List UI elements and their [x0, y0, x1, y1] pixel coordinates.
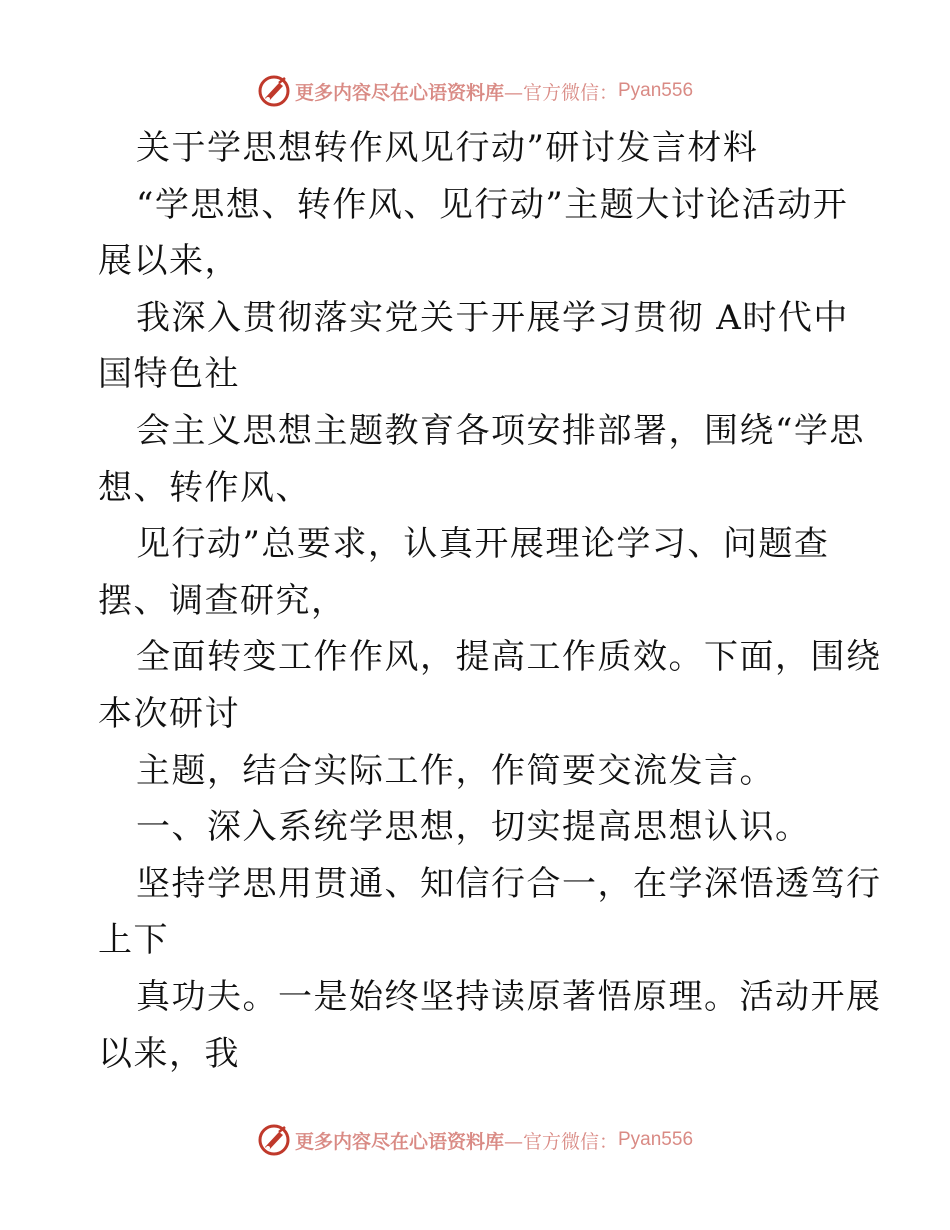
quill-logo-icon — [257, 74, 291, 108]
banner-wechat-label: —官方微信： — [503, 81, 618, 104]
quill-logo-icon — [257, 1123, 291, 1157]
document-body — [98, 120, 882, 1082]
section-heading: 一、深入系统学思想，切实提高思想认识。 — [136, 807, 811, 848]
paragraph-line: 展以来， — [98, 241, 240, 282]
banner-wechat-label: —官方微信： — [503, 1130, 618, 1153]
paragraph-line: 本次研讨 — [98, 693, 240, 734]
footer-banner — [0, 1120, 950, 1160]
paragraph-line: 会主义思想主题教育各项安排部署，围绕“学思 — [136, 410, 865, 451]
paragraph-line: 坚持学思用贯通、知信行合一，在学深悟透笃行 — [136, 863, 882, 904]
paragraph-line: 以来，我 — [98, 1033, 240, 1074]
paragraph-line: 主题，结合实际工作，作简要交流发言。 — [136, 750, 775, 791]
paragraph-line: 想、转作风、 — [98, 467, 311, 508]
paragraph-line: 国特色社 — [98, 354, 240, 395]
document-title: 关于学思想转作风见行动”研讨发言材料 — [136, 128, 759, 168]
header-banner — [0, 71, 950, 111]
banner-wechat-id: Pyan556 — [618, 80, 694, 101]
banner-site-name: 更多内容尽在心语资料库 — [294, 1130, 504, 1153]
banner-wechat-id: Pyan556 — [618, 1129, 694, 1150]
paragraph-line: 全面转变工作作风，提高工作质效。下面，围绕 — [136, 637, 882, 678]
paragraph-line: 我深入贯彻落实党关于开展学习贯彻 A时代中 — [136, 297, 849, 338]
paragraph-line: “学思想、转作风、见行动”主题大讨论活动开 — [136, 184, 849, 225]
paragraph-line: 见行动”总要求，认真开展理论学习、问题查 — [136, 524, 830, 565]
paragraph-line: 摆、调查研究， — [98, 580, 347, 621]
paragraph-line: 真功夫。一是始终坚持读原著悟原理。活动开展 — [136, 976, 882, 1017]
paragraph-line: 上下 — [98, 920, 169, 961]
banner-site-name: 更多内容尽在心语资料库 — [294, 81, 504, 104]
